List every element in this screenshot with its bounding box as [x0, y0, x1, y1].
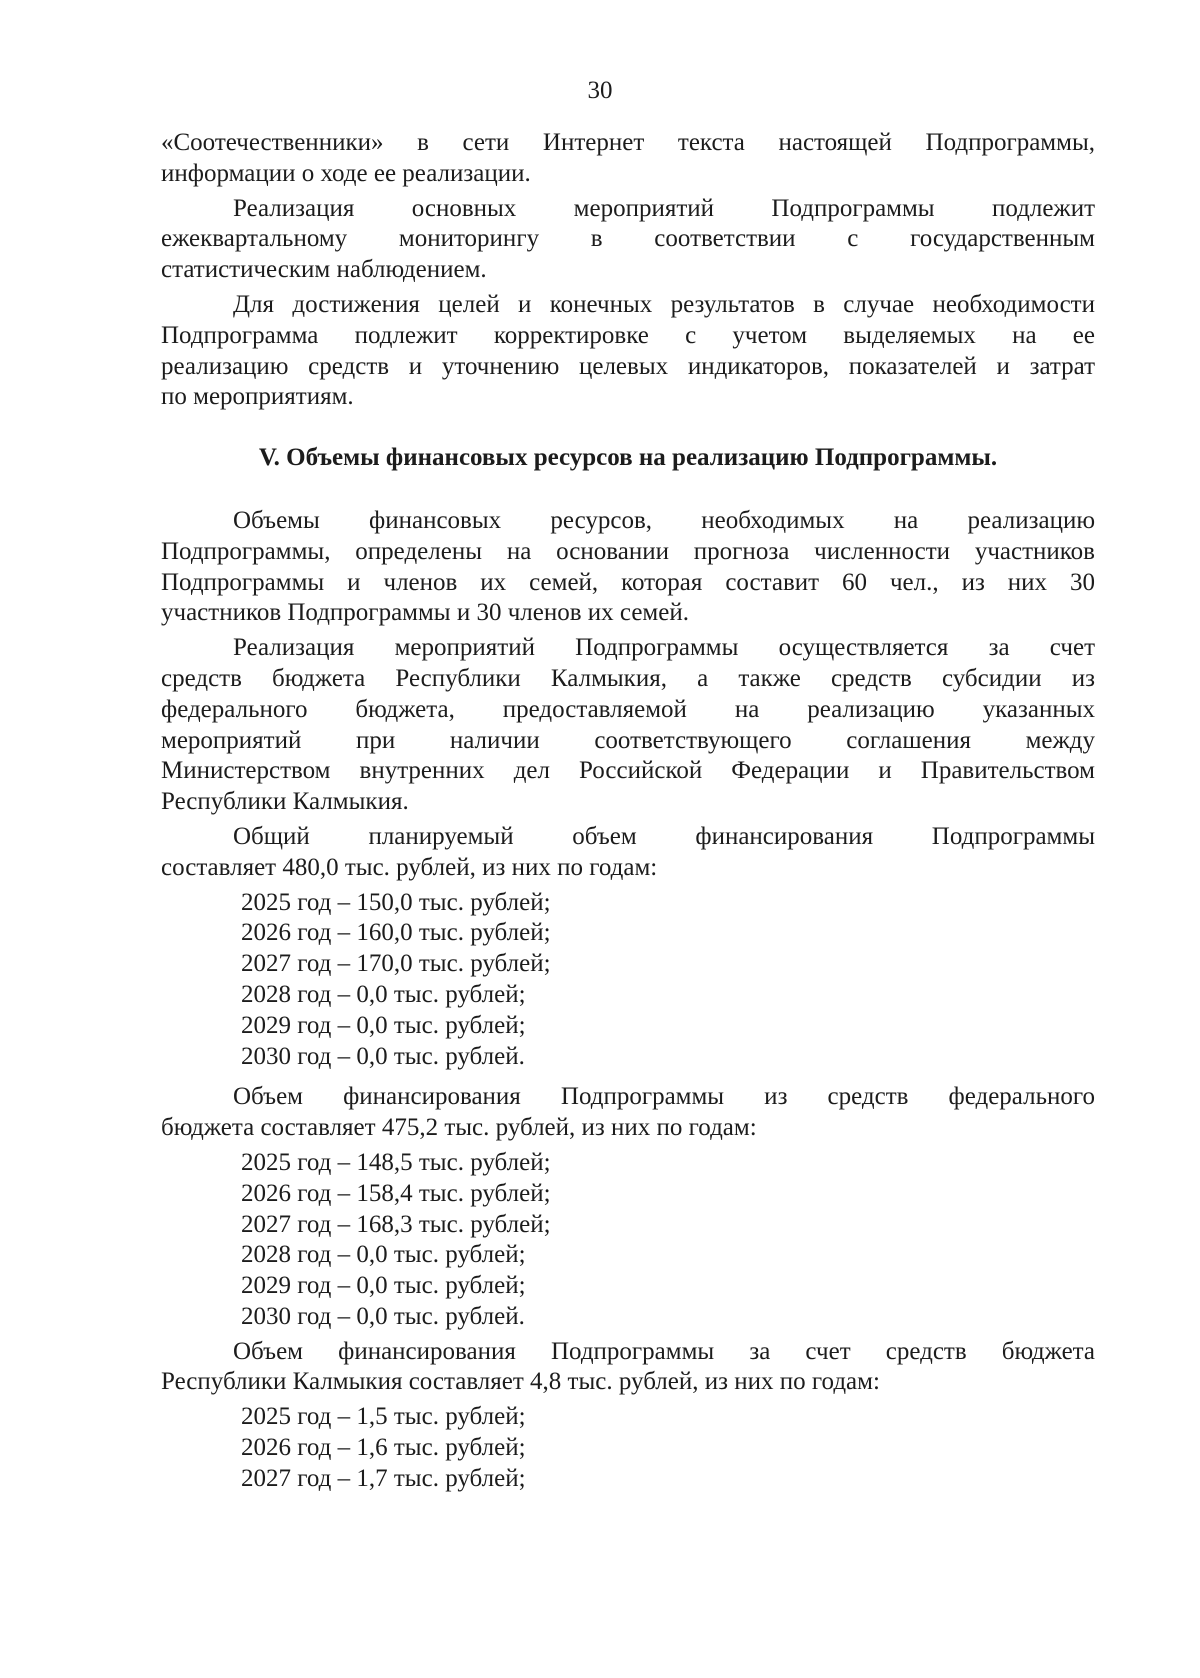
- text-line: Реализация основных мероприятий Подпрограммы подлежит: [233, 194, 1095, 222]
- text-line: Подпрограммы, определены на основании прогноза численности участников: [161, 537, 1095, 565]
- year-amount-line: 2028 год – 0,0 тыс. рублей;: [241, 1241, 526, 1269]
- year-amount-line: 2026 год – 158,4 тыс. рублей;: [241, 1179, 551, 1207]
- text-line: «Соотечественники» в сети Интернет текста настоящей Подпрограммы,: [161, 129, 1095, 156]
- year-amount-line: 2030 год – 0,0 тыс. рублей.: [241, 1042, 525, 1070]
- text-line: ежеквартальному мониторингу в соответствии с государственным: [161, 225, 1095, 253]
- text-line: реализацию средств и уточнению целевых индикаторов, показателей и затрат: [161, 352, 1095, 380]
- year-amount-line: 2025 год – 148,5 тыс. рублей;: [241, 1148, 551, 1176]
- body-paragraph: [161, 633, 1095, 818]
- year-amount-line: 2026 год – 1,6 тыс. рублей;: [241, 1434, 526, 1462]
- body-paragraph: [161, 290, 1095, 413]
- body-paragraph: [161, 822, 1095, 884]
- text-line: статистическим наблюдением.: [161, 256, 487, 284]
- year-amount-line: 2025 год – 1,5 тыс. рублей;: [241, 1403, 526, 1431]
- text-line: информации о ходе ее реализации.: [161, 159, 531, 187]
- text-line: Объем финансирования Подпрограммы за счет средств бюджета: [233, 1337, 1095, 1365]
- finance-total-list: [161, 888, 1095, 1073]
- year-amount-line: 2027 год – 1,7 тыс. рублей;: [241, 1464, 526, 1492]
- body-paragraph: [161, 194, 1095, 286]
- text-line: Объемы финансовых ресурсов, необходимых на реализацию: [233, 506, 1095, 534]
- text-line: по мероприятиям.: [161, 383, 354, 411]
- year-amount-line: 2029 год – 0,0 тыс. рублей;: [241, 1011, 526, 1039]
- text-line: Реализация мероприятий Подпрограммы осуществляется за счет: [233, 634, 1095, 662]
- text-line: Для достижения целей и конечных результатов в случае необходимости: [233, 290, 1095, 318]
- year-amount-line: 2029 год – 0,0 тыс. рублей;: [241, 1272, 526, 1300]
- text-line: Общий планируемый объем финансирования Подпрограммы: [233, 822, 1095, 850]
- year-amount-line: 2027 год – 170,0 тыс. рублей;: [241, 950, 551, 978]
- body-paragraph: [161, 1082, 1095, 1144]
- year-amount-line: 2026 год – 160,0 тыс. рублей;: [241, 919, 551, 947]
- text-line: бюджета составляет 475,2 тыс. рублей, из них по годам:: [161, 1114, 757, 1142]
- finance-federal-list: [161, 1148, 1095, 1333]
- body-paragraph: [161, 506, 1095, 629]
- year-amount-line: 2030 год – 0,0 тыс. рублей.: [241, 1302, 525, 1330]
- page-number: 30: [587, 77, 613, 104]
- text-line: мероприятий при наличии соответствующего соглашения между: [161, 726, 1095, 754]
- year-amount-line: 2028 год – 0,0 тыс. рублей;: [241, 980, 526, 1008]
- text-line: Республики Калмыкия.: [161, 788, 409, 816]
- body-paragraph: [161, 128, 1095, 190]
- text-line: федерального бюджета, предоставляемой на реализацию указанных: [161, 695, 1095, 723]
- document-body: [161, 128, 1095, 1495]
- text-line: Республики Калмыкия составляет 4,8 тыс. рублей, из них по годам:: [161, 1368, 880, 1396]
- text-line: составляет 480,0 тыс. рублей, из них по годам:: [161, 853, 658, 881]
- text-line: участников Подпрограммы и 30 членов их семей.: [161, 599, 689, 627]
- body-paragraph: [161, 1337, 1095, 1399]
- text-line: Министерством внутренних дел Российской Федерации и Правительством: [161, 757, 1095, 785]
- year-amount-line: 2027 год – 168,3 тыс. рублей;: [241, 1210, 551, 1238]
- year-amount-line: 2025 год – 150,0 тыс. рублей;: [241, 888, 551, 916]
- text-line: Подпрограмма подлежит корректировке с учетом выделяемых на ее: [161, 321, 1095, 349]
- text-line: Подпрограммы и членов их семей, которая составит 60 чел., из них 30: [161, 568, 1095, 596]
- text-line: Объем финансирования Подпрограммы из средств федерального: [233, 1083, 1095, 1111]
- section-heading: V. Объемы финансовых ресурсов на реализацию Подпрограммы.: [258, 444, 998, 472]
- text-line: средств бюджета Республики Калмыкия, а также средств субсидии из: [161, 664, 1095, 692]
- finance-regional-list: [161, 1402, 1095, 1494]
